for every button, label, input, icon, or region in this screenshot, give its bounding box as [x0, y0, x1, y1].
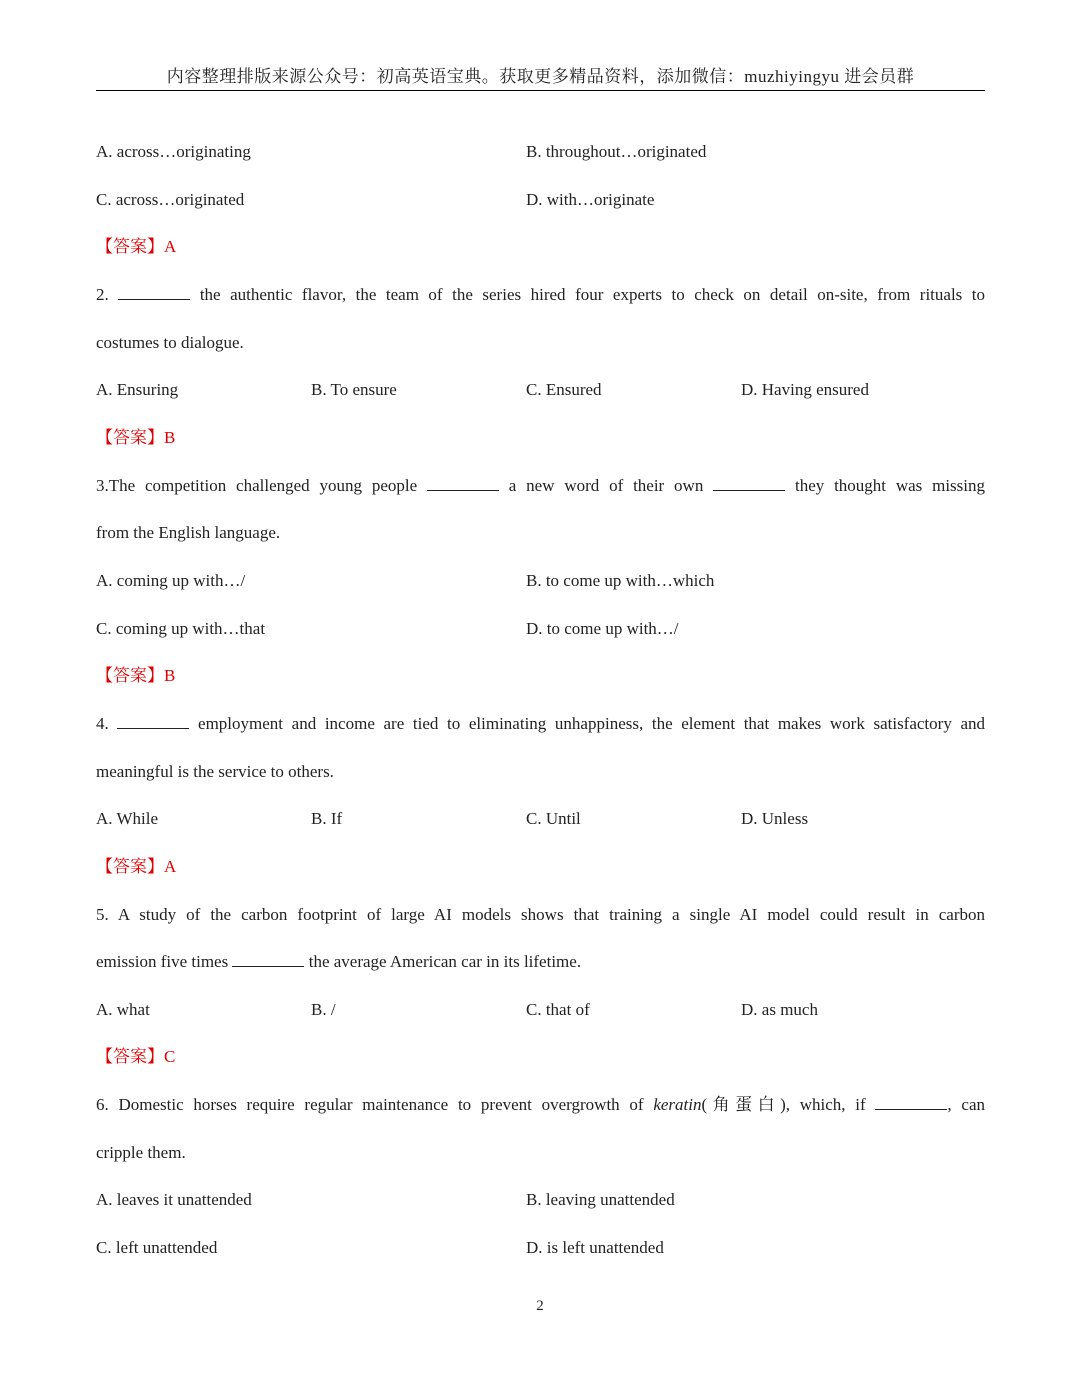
q1-option-b: B. throughout…originated [526, 142, 707, 161]
q5-text-before: emission five times [96, 952, 229, 971]
q1-option-c: C. across…originated [96, 190, 245, 209]
q4-number: 4. [96, 714, 109, 733]
q4-blank [117, 714, 189, 729]
q1-option-d: D. with…originate [526, 190, 655, 209]
q5-option-c: C. that of [526, 1000, 590, 1019]
q5-text-after: the average American car in its lifetime. [308, 952, 582, 971]
q5-stem-text: 5. A study of the carbon footprint of large AI models shows that training a single AI model could result in carbon [96, 905, 985, 924]
q4-option-b: B. If [311, 809, 343, 828]
q3-stem-line1 [96, 475, 985, 497]
q4-option-a: A. While [96, 809, 159, 828]
q6-text-3: , can [947, 1095, 986, 1114]
page-number: 2 [536, 1298, 544, 1314]
q2-answer: 【答案】B [96, 428, 176, 447]
q5-stem-line1 [96, 904, 985, 926]
q3-option-d: D. to come up with…/ [526, 619, 679, 638]
q3-option-c: C. coming up with…that [96, 619, 266, 638]
q6-option-a: A. leaves it unattended [96, 1190, 252, 1209]
q3-text-2: a new word of their own [508, 476, 704, 495]
q2-stem-text: the authentic flavor, the team of the series hired four experts to check on detail on-site, from rituals to [199, 285, 986, 304]
q4-answer: 【答案】A [96, 857, 177, 876]
q2-number: 2. [96, 285, 109, 304]
q1-option-a: A. across…originating [96, 142, 251, 161]
q3-blank-2 [713, 476, 785, 491]
page-header: 内容整理排版来源公众号：初高英语宝典。获取更多精品资料，添加微信：muzhiyingyu 进会员群 [96, 62, 985, 91]
q6-option-b: B. leaving unattended [526, 1190, 675, 1209]
q5-option-d: D. as much [741, 1000, 818, 1019]
q2-option-b: B. To ensure [311, 380, 397, 399]
q6-stem-line2: cripple them. [96, 1143, 186, 1162]
q3-text-3: they thought was missing [794, 476, 986, 495]
q6-blank [875, 1095, 947, 1110]
q2-option-d: D. Having ensured [741, 380, 869, 399]
q6-option-c: C. left unattended [96, 1238, 218, 1257]
q4-option-d: D. Unless [741, 809, 809, 828]
q4-stem-text: employment and income are tied to eliminating unhappiness, the element that makes work satisfactory and [198, 714, 986, 733]
q5-answer: 【答案】C [96, 1047, 176, 1066]
q3-option-a: A. coming up with…/ [96, 571, 246, 590]
q5-option-a: A. what [96, 1000, 150, 1019]
q5-option-b: B. / [311, 1000, 336, 1019]
q2-stem-line1 [96, 284, 985, 306]
q1-answer: 【答案】A [96, 237, 177, 256]
q4-stem-line1 [96, 713, 985, 735]
q3-blank-1 [427, 476, 499, 491]
q6-italic-term: keratin [653, 1095, 702, 1114]
q5-blank [232, 952, 304, 967]
q5-stem-line2 [96, 951, 581, 973]
q3-text-1: 3.The competition challenged young people [96, 476, 418, 495]
q4-option-c: C. Until [526, 809, 581, 828]
q2-blank [118, 285, 190, 300]
q6-text-2: (角蛋白), which, if [701, 1095, 866, 1114]
q2-option-c: C. Ensured [526, 380, 602, 399]
q6-option-d: D. is left unattended [526, 1238, 664, 1257]
q2-stem-line2: costumes to dialogue. [96, 333, 244, 352]
q4-stem-line2: meaningful is the service to others. [96, 762, 334, 781]
q6-text-1: 6. Domestic horses require regular maintenance to prevent overgrowth of [96, 1095, 644, 1114]
q3-answer: 【答案】B [96, 666, 176, 685]
q6-stem-line1 [96, 1094, 985, 1116]
q3-stem-line2: from the English language. [96, 523, 281, 542]
q3-option-b: B. to come up with…which [526, 571, 715, 590]
q2-option-a: A. Ensuring [96, 380, 179, 399]
